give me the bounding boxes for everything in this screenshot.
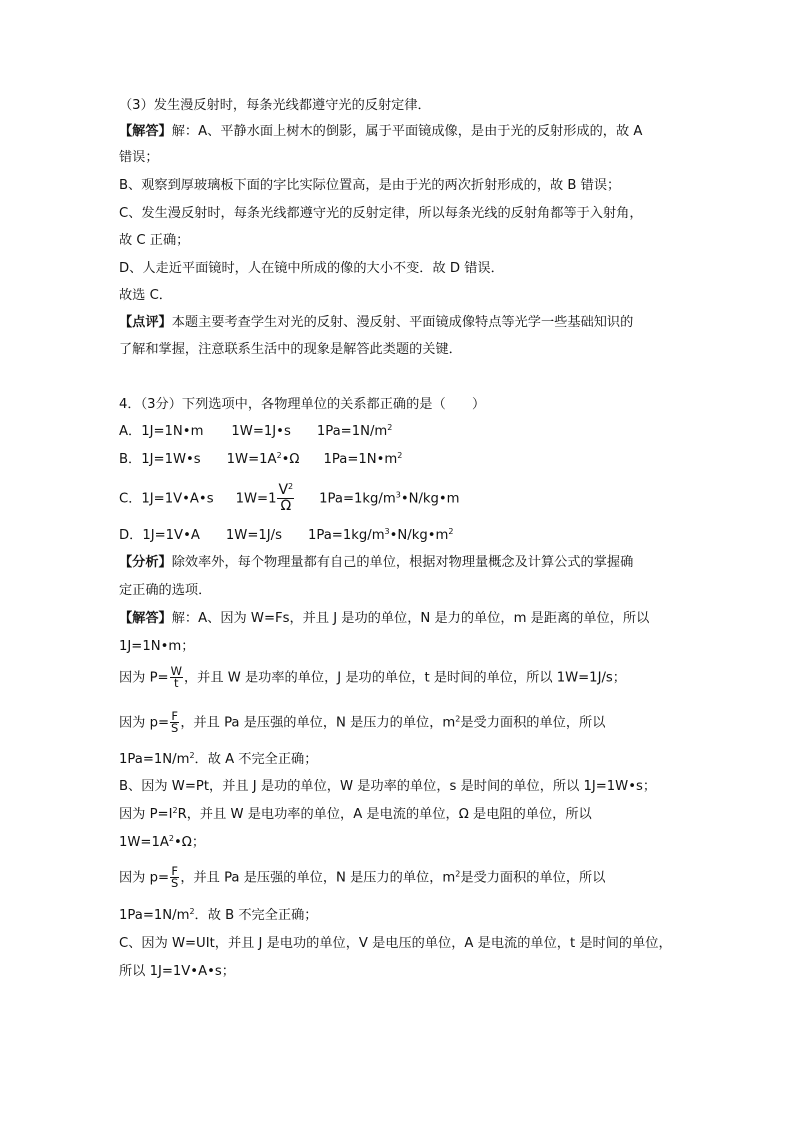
text-span: ．故 B 不完全正确； (194, 908, 318, 923)
superscript: 2 (189, 751, 195, 760)
text-span: 1Pa=1N/m (119, 752, 190, 767)
text-span: 因为 P= (119, 670, 169, 686)
text-span: 是受力面积的单位，所以 (460, 715, 606, 731)
option-d (119, 526, 453, 546)
superscript: 2 (448, 527, 454, 536)
fraction-denominator: S (171, 876, 179, 890)
superscript: 2 (455, 714, 461, 724)
text-line: C、发生漫反射时，每条光线都遵守光的反射定律，所以每条光线的反射角都等于入射角， (119, 206, 643, 221)
superscript: 3 (395, 490, 401, 500)
option-d-part3: 1Pa=1kg/m (307, 528, 385, 543)
superscript: 2 (189, 907, 195, 916)
text-line: 所以 1J=1V•A•s； (119, 964, 235, 979)
text-line: （3）发生漫反射时，每条光线都遵守光的反射定律． (119, 98, 431, 113)
superscript: 2 (168, 834, 174, 843)
text-line: 故选 C． (119, 288, 172, 303)
answer-line (119, 122, 642, 142)
fraction-f-over-s (170, 866, 179, 889)
option-d-part3b: •N/kg•m (389, 528, 449, 543)
text-line: 了解和掌握，注意联系生活中的现象是解答此类题的关键． (119, 342, 462, 357)
text-line: 1J=1N•m； (119, 639, 195, 654)
option-a-part3: 1Pa=1N/m (316, 424, 388, 439)
comment-tag: 【点评】 (119, 315, 172, 330)
text-span: 是受力面积的单位，所以 (460, 870, 606, 886)
text-span: •Ω； (174, 835, 206, 850)
option-d-part2: 1W=1J/s (225, 528, 282, 543)
text-span: 因为 p= (119, 715, 169, 731)
option-c-part3b: •N/kg•m (400, 491, 460, 507)
text-span: 解：A、平静水面上树木的倒影，属于平面镜成像，是由于光的反射形成的，故 A (171, 124, 643, 139)
text-line: C、因为 W=UIt，并且 J 是电功的单位，V 是电压的单位，A 是电流的单位，t 是时间的单位， (119, 936, 672, 951)
answer-tag: 【解答】 (119, 611, 172, 626)
option-a-part2: 1W=1J•s (231, 424, 291, 439)
superscript: 2 (387, 423, 393, 432)
text-span: ，并且 Pa 是压强的单位，N 是压力的单位，m (180, 715, 456, 731)
option-a-part1: A．1J=1N•m (119, 424, 204, 439)
fraction-numerator: V (278, 482, 289, 498)
fraction-denominator: S (171, 721, 179, 735)
analysis-line (119, 553, 633, 573)
fraction-denominator: t (174, 676, 179, 690)
text-span: R，并且 W 是电功率的单位，A 是电流的单位，Ω 是电阻的单位，所以 (177, 807, 592, 822)
formula-line (119, 666, 626, 689)
text-line (119, 750, 317, 770)
text-line (119, 805, 592, 825)
option-b-part1: B．1J=1W•s (119, 452, 201, 467)
superscript: 2 (288, 482, 294, 491)
text-line: 错误； (119, 150, 159, 165)
superscript: 2 (397, 451, 403, 460)
comment-line (119, 313, 633, 333)
fraction-v2-over-ohm (277, 483, 294, 514)
option-c (119, 483, 460, 514)
text-span: 解：A、因为 W=Fs，并且 J 是功的单位，N 是力的单位，m 是距离的单位，所以 (171, 611, 650, 626)
option-b-part2b: •Ω (281, 452, 300, 467)
text-line: B、因为 W=Pt，并且 J 是功的单位，W 是功率的单位，s 是时间的单位，所以 1J=1W•s； (119, 779, 657, 794)
option-b-part3: 1Pa=1N•m (323, 452, 398, 467)
text-line: 故 C 正确； (119, 233, 190, 248)
text-span: ．故 A 不完全正确； (194, 752, 318, 767)
fraction-f-over-s (170, 711, 179, 734)
formula-line (119, 866, 605, 889)
option-c-part3: 1Pa=1kg/m (319, 491, 396, 507)
superscript: 3 (384, 527, 390, 536)
superscript: 2 (276, 451, 282, 460)
text-span: ，并且 Pa 是压强的单位，N 是压力的单位，m (180, 870, 456, 886)
fraction-numerator: F (171, 864, 178, 878)
option-c-part1: C．1J=1V•A•s (119, 491, 214, 507)
answer-line (119, 609, 649, 629)
superscript: 2 (455, 869, 461, 879)
text-span: 除效率外，每个物理量都有自己的单位，根据对物理量概念及计算公式的掌握确 (171, 555, 634, 570)
option-d-part1: D．1J=1V•A (119, 528, 200, 543)
option-b (119, 450, 402, 470)
text-line (119, 906, 317, 926)
text-span: 1Pa=1N/m (119, 908, 190, 923)
option-a (119, 422, 392, 442)
text-line: D、人走近平面镜时，人在镜中所成的像的大小不变．故 D 错误． (119, 261, 504, 276)
text-span: ，并且 W 是功率的单位，J 是功的单位，t 是时间的单位，所以 1W=1J/s； (183, 670, 626, 686)
answer-tag: 【解答】 (119, 124, 172, 139)
option-c-part2: 1W=1 (235, 491, 277, 507)
text-line: B、观察到厚玻璃板下面的字比实际位置高，是由于光的两次折射形成的，故 B 错误； (119, 178, 621, 193)
text-span: 因为 P=I (119, 807, 173, 822)
fraction-numerator: F (171, 709, 178, 723)
text-span: 1W=1A (119, 835, 169, 850)
text-span: 因为 p= (119, 870, 169, 886)
analysis-tag: 【分析】 (119, 555, 172, 570)
fraction-w-over-t (170, 666, 183, 689)
question-4: 4．（3分）下列选项中，各物理单位的关系都正确的是（ ） (119, 397, 486, 412)
option-b-part2: 1W=1A (226, 452, 277, 467)
text-line: 定正确的选项． (119, 583, 212, 598)
superscript: 2 (172, 806, 178, 815)
fraction-denominator: Ω (280, 498, 292, 514)
text-span: 本题主要考查学生对光的反射、漫反射、平面镜成像特点等光学一些基础知识的 (171, 315, 634, 330)
fraction-numerator: W (170, 664, 182, 678)
text-line (119, 833, 205, 853)
formula-line (119, 711, 605, 734)
